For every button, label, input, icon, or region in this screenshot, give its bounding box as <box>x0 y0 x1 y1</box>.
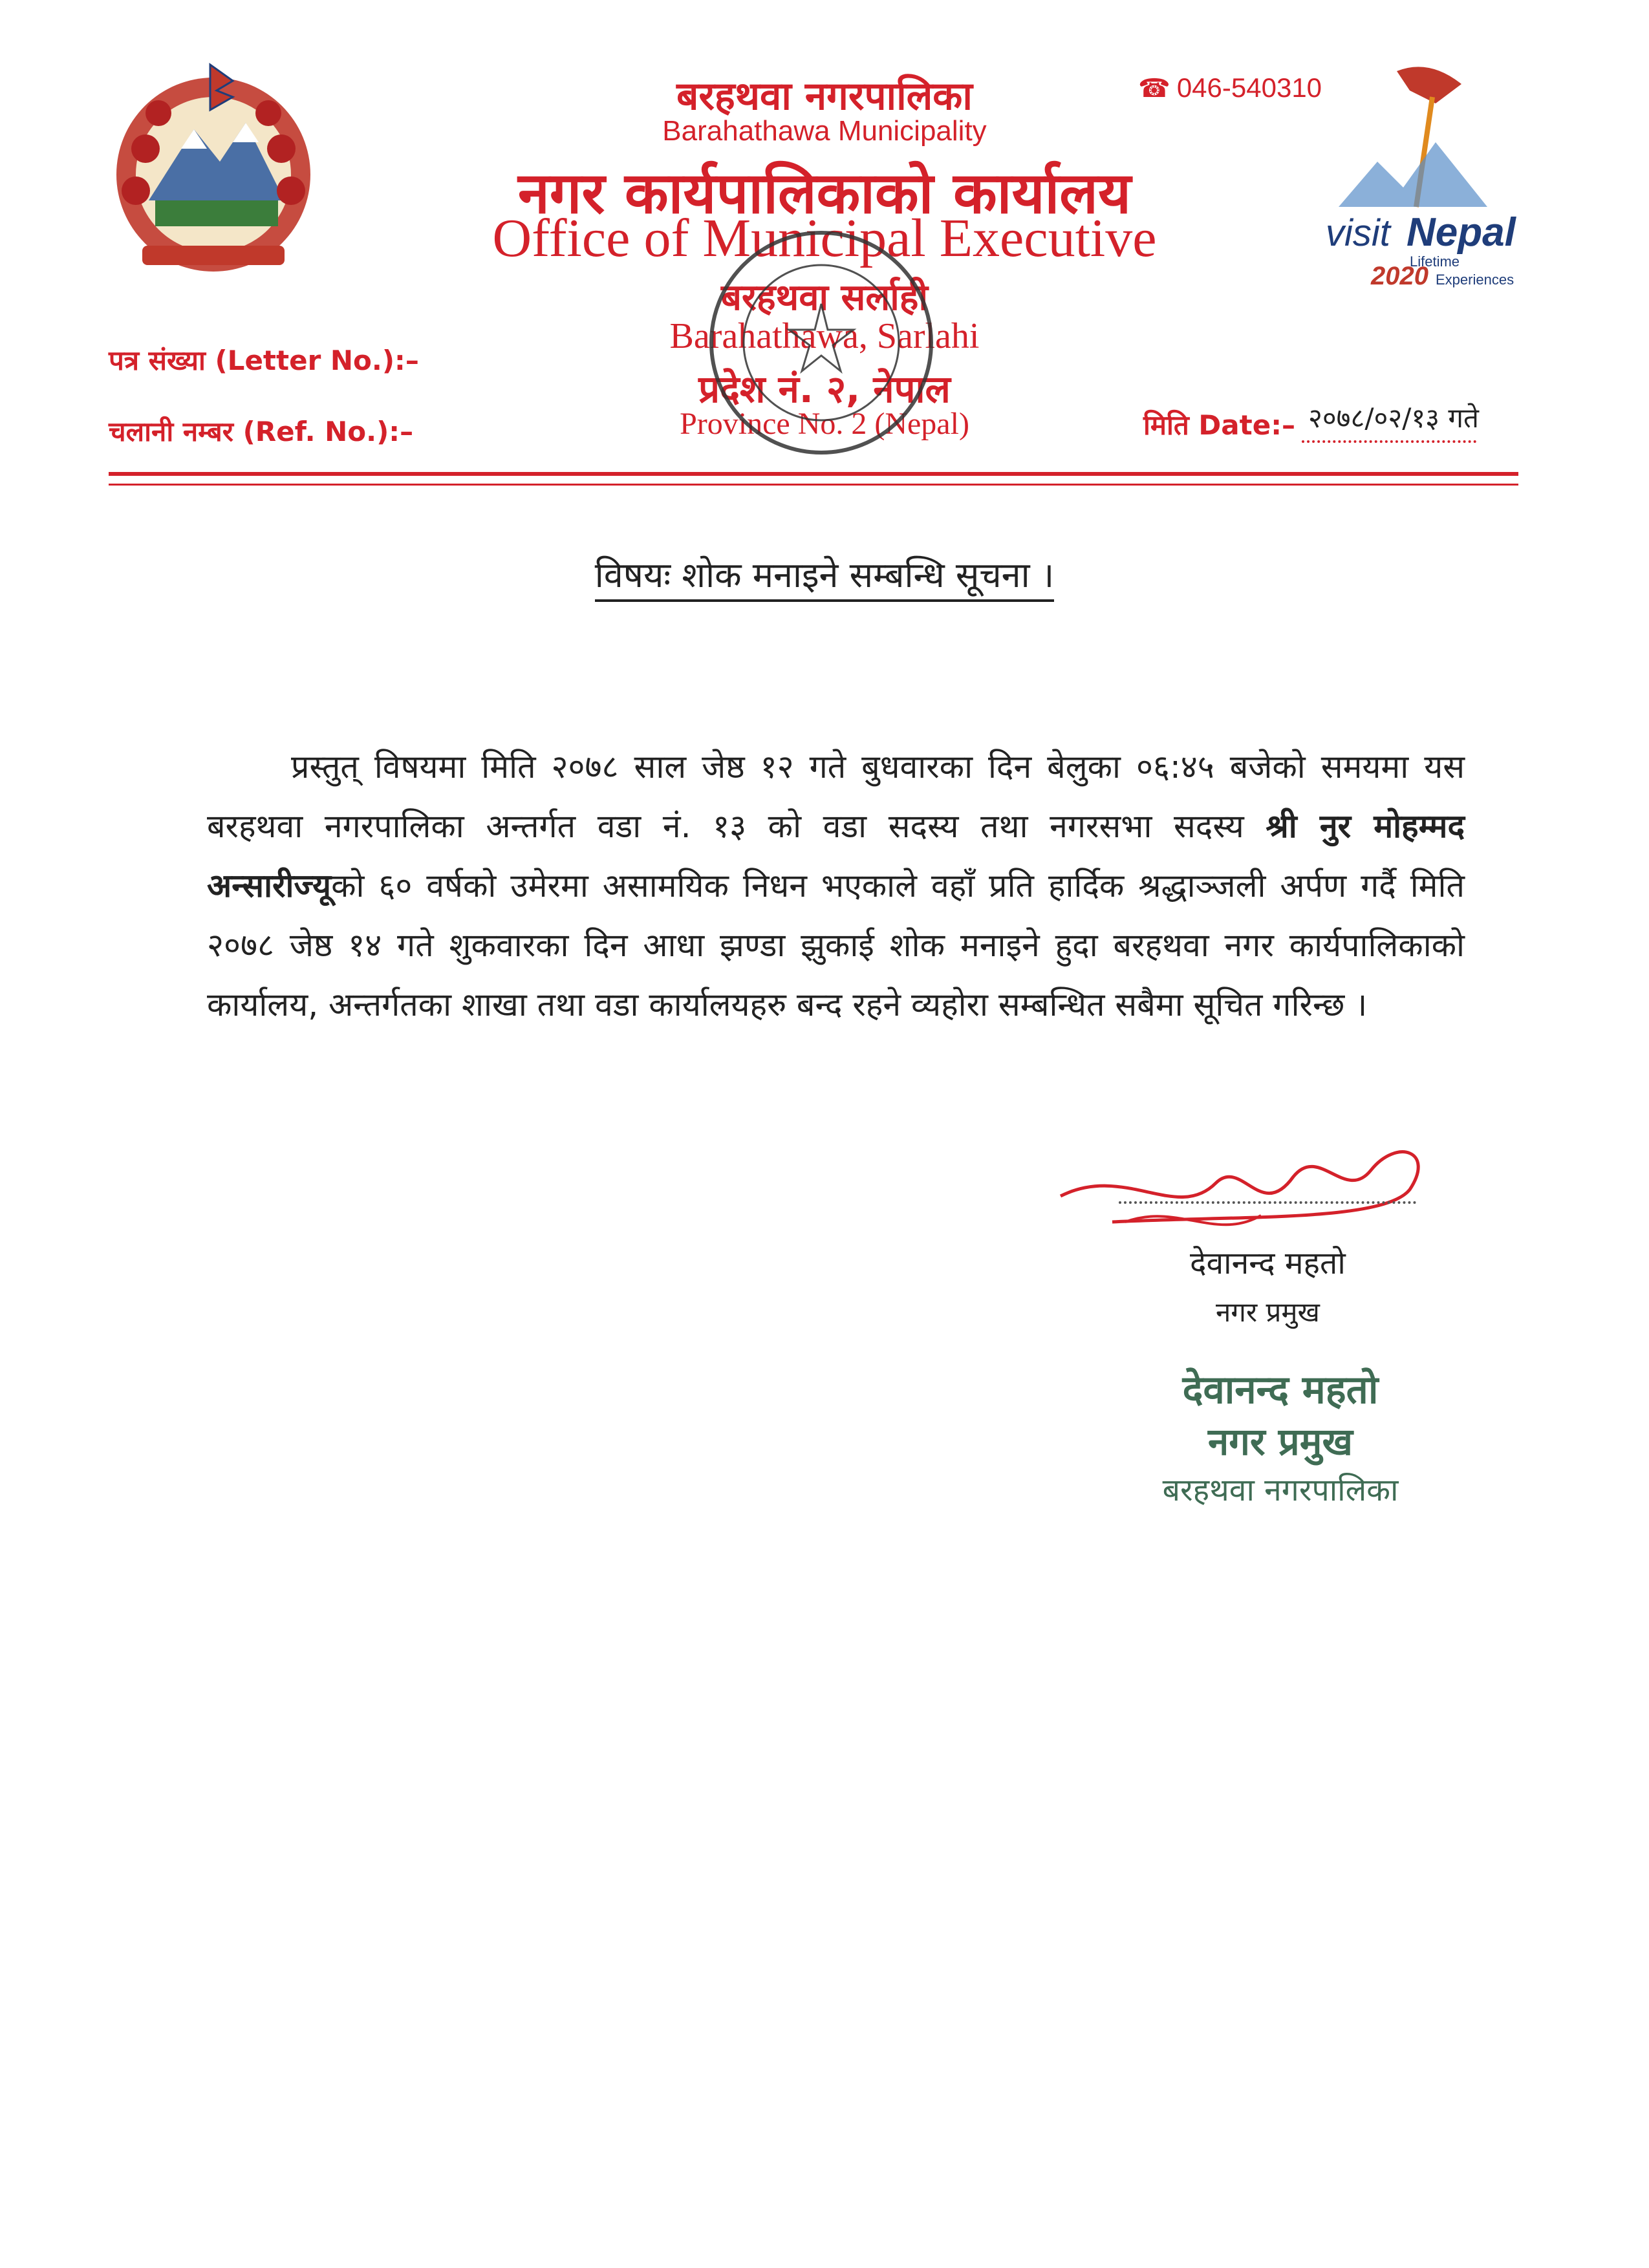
municipality-name-nepali: बरहथवा नगरपालिका <box>676 74 973 119</box>
handwritten-signature <box>1048 1125 1449 1254</box>
location-english: Barahathawa, Sarlahi <box>669 316 980 356</box>
body-part-2: को ६० वर्षको उमेरमा असामयिक निधन भएकाले वहाँ प्रति हार्दिक श्रद्धाञ्जली अर्पण गर्दै मिति २०७८ जेष्ठ १४ गते शुकवारका दिन आधा झण्डा झुकाई शोक मनाइने हुदा बरहथवा नगर कार्यपालिकाको कार्यालय, अन्तर्गतका शाखा तथा वडा कार्यालयहरु बन्द रहने व्यहोरा सम्बन्धित सबैमा सूचित गरिन्छ । <box>207 867 1465 1023</box>
visit-nepal-nepal: Nepal <box>1406 210 1516 255</box>
letter-number-label: पत्र संख्या (Letter No.):– <box>109 345 419 376</box>
phone-number-text: 046-540310 <box>1176 72 1322 103</box>
subject-line <box>0 550 1649 597</box>
province-english: Province No. 2 (Nepal) <box>680 407 969 441</box>
visit-nepal-visit: visit <box>1326 212 1390 254</box>
date-value: २०७८/०२/१३ गते <box>1308 402 1479 434</box>
stamp-organization: बरहथवा नगरपालिका <box>1162 1472 1399 1508</box>
header-divider-thin <box>109 484 1518 486</box>
visit-nepal-2020-logo <box>1300 58 1533 304</box>
visit-nepal-tagline-1: Lifetime <box>1410 253 1460 270</box>
signer-name: देवानन्द महतो <box>1190 1245 1346 1281</box>
signature-line <box>1119 1201 1416 1204</box>
body-part-1: प्रस्तुत् विषयमा मिति २०७८ साल जेष्ठ १२ गते बुधवारका दिन बेलुका ०६:४५ बजेको समयमा यस बरहथवा नगरपालिका अन्तर्गत वडा नं. १३ को वडा सदस्य तथा नगरसभा सदस्य <box>207 748 1465 845</box>
telephone-icon: ☎ <box>1138 74 1170 103</box>
date-label: मिति Date:– <box>1143 409 1295 441</box>
office-seal-stamp <box>698 220 944 465</box>
notice-body <box>207 737 1465 1034</box>
reference-number-label: चलानी नम्बर (Ref. No.):– <box>109 416 414 447</box>
stamp-name: देवानन्द महतो <box>1182 1367 1379 1413</box>
phone-number <box>1138 72 1322 103</box>
stamp-title: नगर प्रमुख <box>1208 1420 1353 1464</box>
municipality-name-english: Barahathawa Municipality <box>662 115 987 147</box>
office-name-nepali: नगर कार्यपालिकाको कार्यालय <box>518 160 1131 226</box>
date-line <box>1302 402 1479 443</box>
visit-nepal-year: 2020 <box>1371 262 1428 290</box>
designation-stamp <box>1125 1364 1436 1513</box>
location-nepali: बरहथवा सर्लाही <box>720 277 929 319</box>
header-divider-thick <box>109 472 1518 476</box>
deceased-name: श्री नुर मोहम्मद अन्सारीज्यू <box>207 808 1465 904</box>
date-field <box>1143 402 1479 443</box>
office-name-english: Office of Municipal Executive <box>492 208 1157 268</box>
subject-text: विषयः शोक मनाइने सम्बन्धि सूचना । <box>595 555 1054 602</box>
province-nepali: प्रदेश नं. २, नेपाल <box>698 367 951 411</box>
signer-title: नगर प्रमुख <box>1216 1296 1320 1328</box>
visit-nepal-tagline-2: Experiences <box>1436 272 1514 288</box>
